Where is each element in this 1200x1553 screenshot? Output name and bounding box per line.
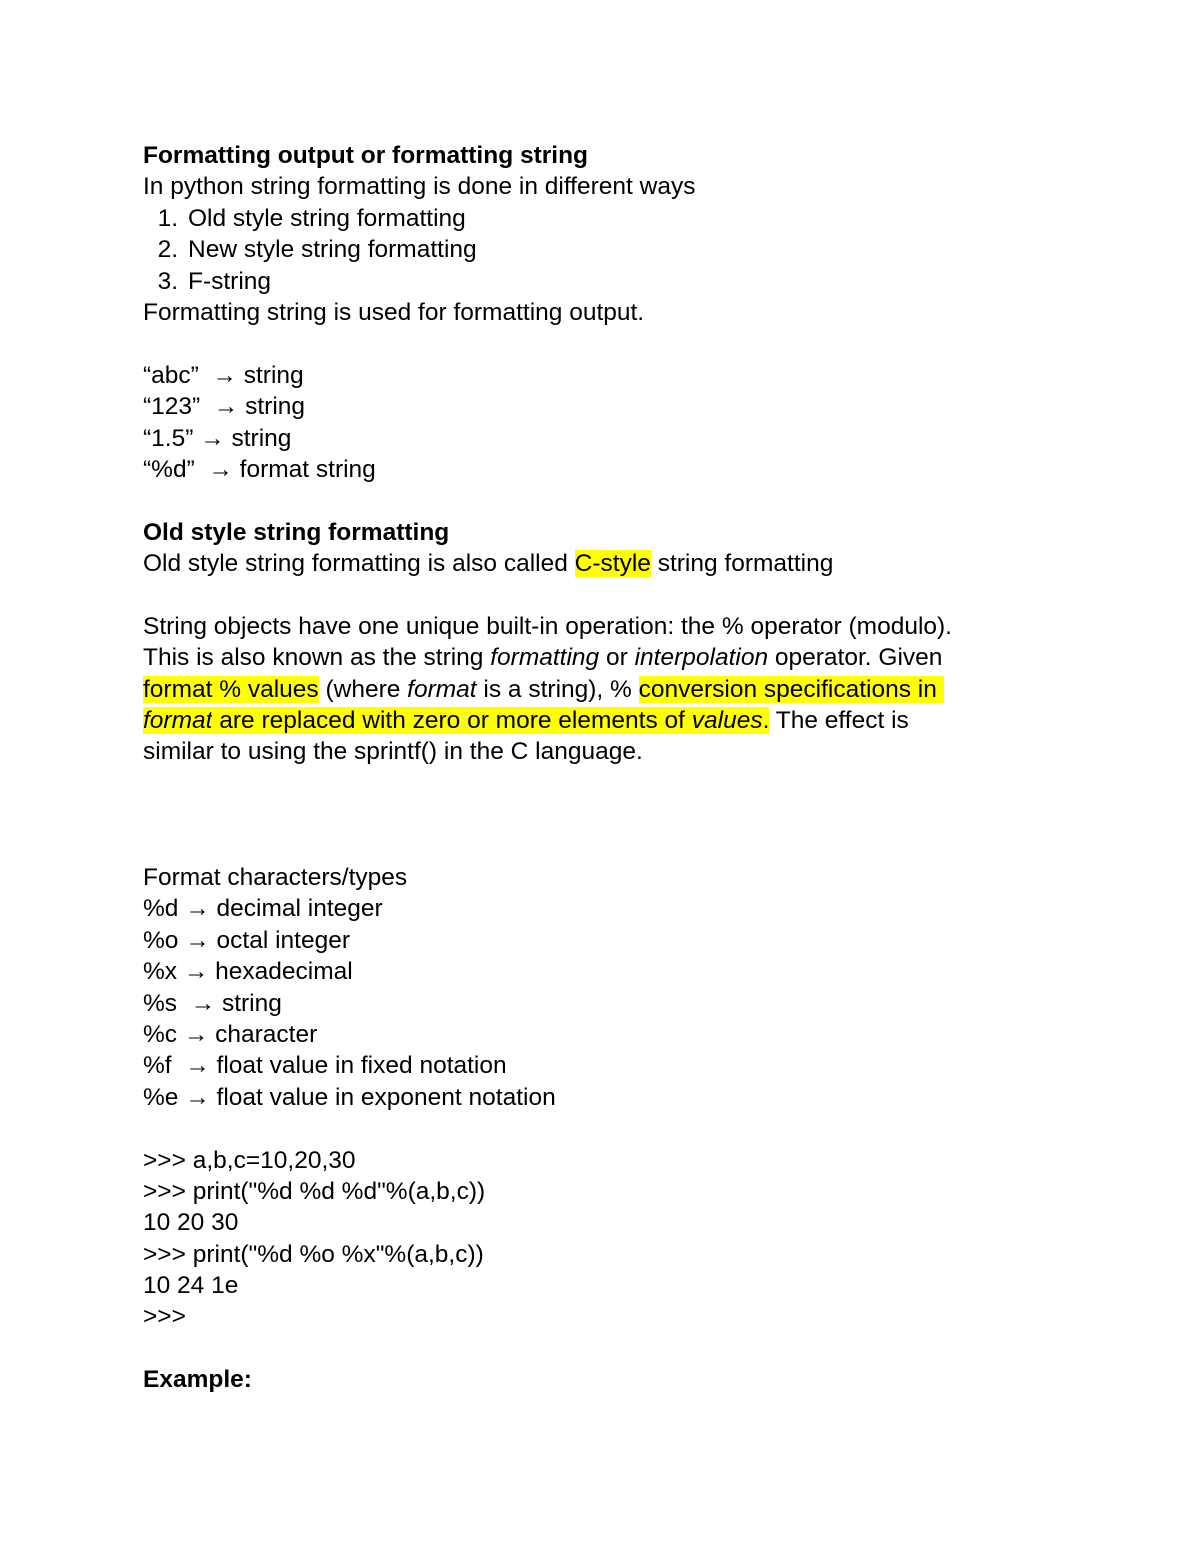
ways-list — [143, 203, 1103, 297]
spacer — [143, 1333, 1103, 1364]
highlight-run: conversion specifications in — [638, 675, 944, 703]
highlight-italic-run: format — [143, 707, 213, 735]
paragraph-line — [143, 642, 1103, 673]
text-run: operator. Given — [768, 644, 943, 672]
highlight-italic-run: values — [691, 707, 763, 735]
example-line: “1.5” → string — [143, 424, 292, 452]
highlight-run: are replaced with zero or more elements of — [212, 707, 692, 735]
paragraph-line: String objects have one unique built-in operation: the % operator (modulo). — [143, 612, 952, 640]
text-run: string formatting — [650, 550, 834, 578]
text-run: The effect is — [769, 707, 909, 735]
purpose-text: Formatting string is used for formatting output. — [143, 298, 645, 326]
format-char-item: %o → octal integer — [143, 926, 350, 954]
list-number: 1. — [157, 204, 178, 232]
code-line: 10 24 1e — [143, 1272, 239, 1300]
example-line: “%d” → format string — [143, 455, 376, 483]
text-run: Old style string formatting is also called — [143, 550, 575, 578]
list-item — [143, 234, 1103, 265]
format-char-item: %d → decimal integer — [143, 895, 383, 923]
format-char-item: %x → hexadecimal — [143, 958, 353, 986]
paragraph-line — [143, 674, 1103, 705]
format-chars-title: Format characters/types — [143, 863, 408, 891]
format-char-item: %e → float value in exponent notation — [143, 1083, 556, 1111]
highlight-c-style: C-style — [574, 550, 651, 578]
format-char-item: %f → float value in fixed notation — [143, 1052, 507, 1080]
intro-text: In python string formatting is done in different ways — [143, 173, 696, 201]
example-line: “123” → string — [143, 393, 306, 421]
code-line: >>> print("%d %d %d"%(a,b,c)) — [143, 1177, 486, 1205]
spacer — [143, 768, 1103, 799]
highlight-run: . — [762, 707, 770, 735]
paragraph-line: similar to using the sprintf() in the C language. — [143, 738, 643, 766]
spacer — [143, 1113, 1103, 1144]
format-char-item: %s → string — [143, 989, 282, 1017]
code-line: 10 20 30 — [143, 1209, 239, 1237]
list-text: F-string — [188, 267, 272, 295]
list-number: 3. — [157, 267, 178, 295]
page-title: Formatting output or formatting string — [143, 142, 589, 169]
spacer — [143, 579, 1103, 610]
italic-run: interpolation — [634, 644, 769, 672]
example-line: “abc” → string — [143, 361, 304, 389]
list-item — [143, 266, 1103, 297]
list-text: Old style string formatting — [188, 204, 466, 232]
code-line: >>> a,b,c=10,20,30 — [143, 1146, 356, 1174]
spacer — [143, 485, 1103, 516]
italic-run: format — [407, 675, 477, 703]
list-text: New style string formatting — [188, 236, 477, 264]
italic-run: formatting — [490, 644, 600, 672]
list-number: 2. — [157, 236, 178, 264]
paragraph-line — [143, 705, 1103, 736]
text-run: or — [599, 644, 635, 672]
list-item — [143, 203, 1103, 234]
spacer — [143, 831, 1103, 862]
code-line: >>> — [143, 1303, 186, 1331]
old-style-description — [143, 548, 1103, 579]
format-char-item: %c → character — [143, 1020, 318, 1048]
text-run: This is also known as the string — [143, 644, 491, 672]
text-run: (where — [318, 675, 408, 703]
code-line: >>> print("%d %o %x"%(a,b,c)) — [143, 1240, 484, 1268]
example-heading: Example: — [143, 1366, 252, 1394]
spacer — [143, 328, 1103, 359]
text-run: is a string), % — [476, 675, 639, 703]
document-page — [143, 140, 1103, 1396]
spacer — [143, 799, 1103, 830]
section-heading-old-style: Old style string formatting — [143, 518, 450, 546]
highlight-run: format % values — [143, 675, 319, 703]
